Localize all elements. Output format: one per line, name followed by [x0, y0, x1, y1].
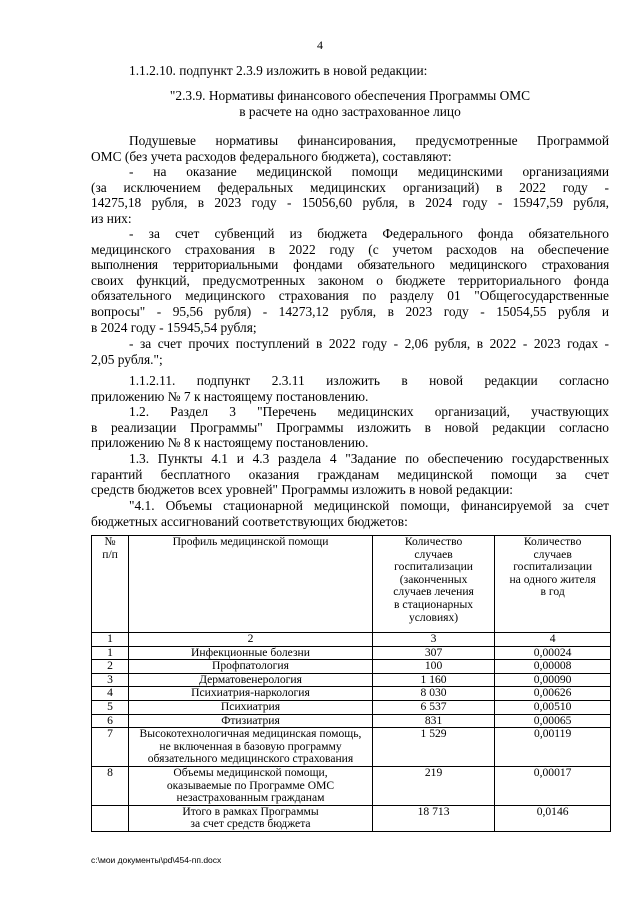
row-num: 1	[92, 646, 129, 660]
text-line: средств бюджетов всех уровней" Программы изложить в новой редакции:	[91, 482, 513, 498]
row-profile: Психиатрия	[129, 700, 373, 714]
table-row	[92, 714, 611, 728]
header-per-resident: Количество случаев госпитализации на одного жителя в год	[495, 536, 611, 633]
text-line: - за счет субвенций из бюджета Федерального фонда обязательного	[129, 226, 609, 241]
paragraph-subventions	[91, 226, 609, 335]
text-line: в реализации Программы" Программы изложить в новой редакции согласно	[91, 419, 609, 435]
text-line: 1.3. Пункты 4.1 и 4.3 раздела 4 "Задание по обеспечению государственных	[129, 451, 609, 466]
text-line: 1.1.2.11. подпункт 2.3.11 изложить в новой редакции согласно	[129, 373, 609, 388]
row-num: 7	[92, 728, 129, 767]
inpatient-volume-table	[91, 535, 611, 832]
paragraph-per-capita-intro	[91, 133, 609, 164]
header-cases: Количество случаев госпитализации (законченных случаев лечения в стационарных условиях)	[372, 536, 494, 633]
paragraph-med-orgs	[91, 164, 609, 226]
text-line: - на оказание медицинской помощи медицинскими организациями	[129, 164, 609, 179]
table-header-row	[92, 536, 611, 633]
row-profile: Дерматовенерология	[129, 673, 373, 687]
text-line: в 2024 году - 15945,54 рубля;	[91, 319, 257, 335]
row-profile: Инфекционные болезни	[129, 646, 373, 660]
paragraph-other-income	[91, 336, 609, 367]
row-per-resident: 0,00119	[495, 728, 611, 767]
row-num: 4	[92, 687, 129, 701]
row-cases: 1 529	[372, 728, 494, 767]
table-row	[92, 728, 611, 767]
row-per-resident: 0,00065	[495, 714, 611, 728]
text-line: ОМС (без учета расходов федерального бюджета), составляют:	[91, 148, 452, 164]
row-cases: 8 030	[372, 687, 494, 701]
row-num: 5	[92, 700, 129, 714]
text-line: бюджетных ассигнований соответствующих бюджетов:	[91, 513, 408, 529]
page-number: 4	[317, 38, 323, 52]
paragraph-item-1-3	[91, 451, 609, 498]
text-line: (за исключением федеральных медицинских организаций) в 2022 году -	[91, 179, 609, 195]
text-line: Подушевые нормативы финансирования, предусмотренные Программой	[129, 133, 609, 148]
row-per-resident: 0,00090	[495, 673, 611, 687]
row-num: 8	[92, 766, 129, 805]
header-num: № п/п	[92, 536, 129, 633]
text-line: медицинского страхования в 2022 году (с учетом расходов на обеспечение	[91, 241, 609, 257]
text-line: выполнения территориальными фондами обязательного медицинского страхования	[91, 257, 609, 273]
footer-file-path: c:\мои документы\pd\454-пп.docx	[91, 855, 222, 865]
row-num: 3	[92, 673, 129, 687]
row-profile: Объемы медицинской помощи, оказываемые по Программе ОМС незастрахованным гражданам	[129, 766, 373, 805]
row-cases: 1 160	[372, 673, 494, 687]
item-1-1-2-10: 1.1.2.10. подпункт 2.3.9 изложить в новой редакции:	[129, 63, 428, 78]
row-per-resident: 0,00510	[495, 700, 611, 714]
text-line: - за счет прочих поступлений в 2022 году - 2,06 рубля, в 2022 - 2023 годах -	[129, 336, 609, 351]
row-profile: Фтизиатрия	[129, 714, 373, 728]
row-cases: 18 713	[372, 805, 494, 831]
row-per-resident: 0,00017	[495, 766, 611, 805]
row-cases: 307	[372, 646, 494, 660]
row-per-resident: 0,00626	[495, 687, 611, 701]
row-cases: 219	[372, 766, 494, 805]
text-line: из них:	[91, 210, 132, 226]
text-line: приложению № 8 к настоящему постановлению.	[91, 435, 369, 451]
paragraph-item-4-1	[91, 498, 609, 529]
text-line: обязательного медицинского страхования по разделу 01 "Общегосударственные	[91, 288, 609, 304]
text-line: гарантий бесплатного оказания гражданам медицинской помощи за счет	[91, 466, 609, 482]
table-row	[92, 646, 611, 660]
text-line: 14275,18 рубля, в 2023 году - 15056,60 рубля, в 2024 году - 15947,59 рубля,	[91, 195, 609, 211]
paragraph-item-1-1-2-11	[91, 373, 609, 404]
paragraph-item-1-2	[91, 404, 609, 451]
row-profile: Итого в рамках Программы за счет средств бюджета	[129, 805, 373, 831]
table-row	[92, 700, 611, 714]
table-index-row: 1 2 3 4	[92, 633, 611, 647]
row-per-resident: 0,00008	[495, 660, 611, 674]
table-row	[92, 766, 611, 805]
row-cases: 100	[372, 660, 494, 674]
section-title-line: "2.3.9. Нормативы финансового обеспечения Программы ОМС	[169, 88, 531, 103]
table-row	[92, 673, 611, 687]
text-line: вопросы" - 95,56 рубля) - 14273,12 рубля, в 2023 году - 15054,55 рубля и	[91, 303, 609, 319]
row-profile: Высокотехнологичная медицинская помощь, не включенная в базовую программу обязательного медицинского страхования	[129, 728, 373, 767]
row-num: 6	[92, 714, 129, 728]
header-profile: Профиль медицинской помощи	[129, 536, 373, 633]
row-per-resident: 0,00024	[495, 646, 611, 660]
row-num: 2	[92, 660, 129, 674]
table-row-total	[92, 805, 611, 831]
table-row	[92, 660, 611, 674]
text-line: приложению № 7 к настоящему постановлению.	[91, 388, 369, 404]
section-title	[91, 88, 609, 119]
text-line: своих функций, предусмотренных законом о бюджете территориального фонда	[91, 272, 609, 288]
row-num	[92, 805, 129, 831]
row-cases: 6 537	[372, 700, 494, 714]
row-cases: 831	[372, 714, 494, 728]
row-profile: Профпатология	[129, 660, 373, 674]
row-profile: Психиатрия-наркология	[129, 687, 373, 701]
text-line: "4.1. Объемы стационарной медицинской помощи, финансируемой за счет	[129, 498, 609, 513]
section-title-line: в расчете на одно застрахованное лицо	[239, 103, 461, 119]
text-line: 1.2. Раздел 3 "Перечень медицинских организаций, участвующих	[129, 404, 609, 419]
text-line: 2,05 рубля.";	[91, 351, 163, 367]
table-row	[92, 687, 611, 701]
row-per-resident: 0,0146	[495, 805, 611, 831]
